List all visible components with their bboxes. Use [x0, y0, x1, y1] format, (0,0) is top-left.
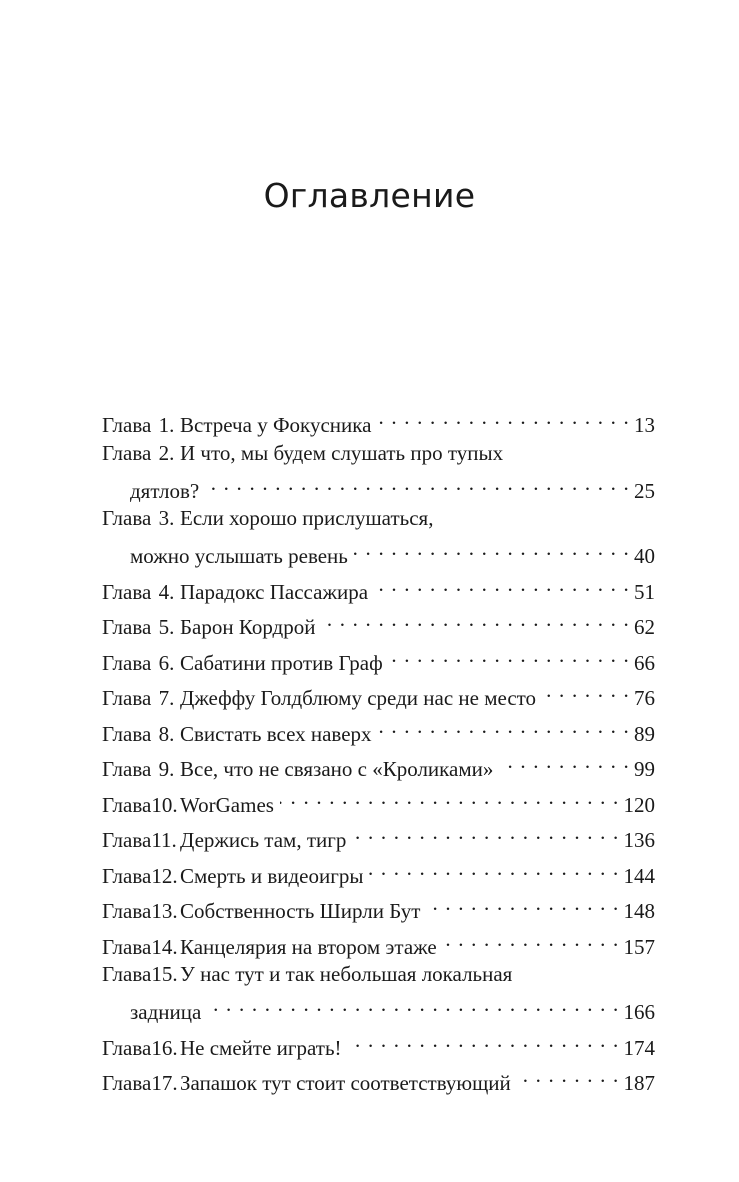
- toc-chapter-word: Глава: [102, 686, 152, 710]
- toc-line: [102, 959, 655, 989]
- toc-chapter-number: 1.: [158, 413, 175, 437]
- toc-chapter-number: 10.: [151, 792, 178, 817]
- toc-entry: [102, 959, 655, 1024]
- toc-entry: [102, 1025, 655, 1060]
- toc-entry: [102, 569, 655, 604]
- toc-chapter-label: [102, 648, 175, 678]
- toc-line: [102, 817, 655, 852]
- toc-chapter-title: Если хорошо прислушаться,: [180, 506, 434, 530]
- toc-chapter-word: Глава: [102, 899, 152, 923]
- toc-page-number: 120: [623, 792, 655, 817]
- toc-entry: [102, 1060, 655, 1095]
- toc-chapter-title: Держись там, тигр: [180, 828, 347, 852]
- toc-chapter-label: [102, 719, 175, 749]
- toc-page-number: 166: [623, 1000, 655, 1024]
- toc-page-number: 51: [634, 579, 655, 604]
- toc-chapter-label: [102, 861, 178, 891]
- toc-dot-leader: [389, 640, 630, 670]
- toc-chapter-number: 3.: [158, 506, 175, 530]
- toc-chapter-title: WorGames: [180, 792, 274, 817]
- page-title: Оглавление: [263, 176, 476, 215]
- toc-entry: [102, 640, 655, 675]
- toc-page-number: 66: [634, 650, 655, 675]
- toc-dot-leader: [205, 468, 630, 498]
- toc-dot-leader: [321, 604, 630, 634]
- toc-line: [102, 604, 655, 639]
- toc-chapter-word: Глава: [102, 934, 152, 959]
- toc-line: [102, 438, 655, 468]
- toc-dot-leader: [542, 675, 630, 705]
- toc-chapter-label: [102, 503, 175, 533]
- toc-chapter-word: Глава: [102, 506, 152, 530]
- toc-chapter-number: 2.: [158, 440, 175, 465]
- toc-chapter-word: Глава: [102, 615, 152, 639]
- toc-chapter-label: [102, 410, 175, 440]
- toc-page-number: 62: [634, 615, 655, 639]
- toc-chapter-title: У нас тут и так небольшая локальная: [180, 962, 513, 986]
- toc-line: [102, 640, 655, 675]
- toc-entry: [102, 924, 655, 959]
- toc-dot-leader: [348, 1025, 620, 1055]
- toc-chapter-label: [102, 612, 175, 642]
- toc-dot-leader: [378, 711, 630, 741]
- toc-line: [102, 924, 655, 959]
- toc-dot-leader: [517, 1060, 620, 1090]
- toc-chapter-title: Свистать всех наверх: [180, 721, 372, 746]
- toc-page-number: 99: [634, 757, 655, 781]
- toc-page-number: 144: [623, 863, 655, 888]
- toc-line-continued: [102, 989, 655, 1024]
- toc-dot-leader: [280, 782, 620, 812]
- toc-page-number: 76: [634, 686, 655, 710]
- toc-dot-leader: [443, 924, 620, 954]
- toc-line-continued: [102, 468, 655, 503]
- toc-chapter-title: Все, что не связано с «Кроликами»: [180, 757, 494, 781]
- toc-line: [102, 675, 655, 710]
- toc-page-number: 40: [634, 544, 655, 568]
- toc-entry: [102, 675, 655, 710]
- toc-dot-leader: [354, 533, 630, 563]
- toc-line: [102, 853, 655, 888]
- toc-line: [102, 503, 655, 533]
- toc-dot-leader: [499, 746, 630, 776]
- toc-chapter-title-continued: задница: [130, 1000, 202, 1024]
- toc-chapter-number: 12.: [151, 863, 178, 888]
- toc-chapter-title: Сабатини против Граф: [180, 650, 383, 675]
- toc-line: [102, 569, 655, 604]
- toc-chapter-word: Глава: [102, 1035, 152, 1060]
- toc-chapter-label: [102, 438, 175, 468]
- toc-chapter-number: 7.: [158, 686, 175, 710]
- toc-chapter-label: [102, 932, 178, 962]
- table-of-contents: [102, 402, 655, 1096]
- toc-chapter-number: 16.: [151, 1035, 178, 1060]
- toc-line: [102, 1025, 655, 1060]
- toc-entry: [102, 503, 655, 568]
- toc-entry: [102, 746, 655, 781]
- toc-chapter-title: Парадокс Пассажира: [180, 579, 369, 604]
- toc-chapter-label: [102, 896, 178, 926]
- toc-chapter-word: Глава: [102, 1071, 152, 1095]
- toc-dot-leader: [374, 569, 630, 599]
- toc-page-number: 89: [634, 721, 655, 746]
- toc-dot-leader: [352, 817, 619, 847]
- toc-line: [102, 1060, 655, 1095]
- toc-line: [102, 711, 655, 746]
- toc-page-number: 174: [623, 1035, 655, 1060]
- toc-page-number: 187: [623, 1071, 655, 1095]
- toc-chapter-title: Запашок тут стоит соответствующий: [180, 1071, 511, 1095]
- toc-chapter-label: [102, 825, 175, 855]
- toc-chapter-number: 11.: [151, 828, 177, 852]
- toc-chapter-title: Джеффу Голдблюму среди нас не место: [180, 686, 537, 710]
- toc-chapter-label: [102, 790, 178, 820]
- toc-chapter-label: [102, 683, 175, 713]
- toc-chapter-word: Глава: [102, 413, 152, 437]
- toc-line: [102, 888, 655, 923]
- toc-chapter-title: Смерть и видеоигры: [180, 863, 364, 888]
- toc-chapter-label: [102, 754, 175, 784]
- toc-chapter-title: Канцелярия на втором этаже: [180, 934, 437, 959]
- toc-chapter-title-continued: можно услышать ревень: [130, 544, 348, 568]
- toc-dot-leader: [207, 989, 619, 1019]
- toc-page-number: 25: [634, 478, 655, 503]
- toc-dot-leader: [377, 402, 630, 432]
- toc-chapter-number: 15.: [151, 962, 178, 986]
- toc-entry: [102, 711, 655, 746]
- toc-chapter-number: 6.: [158, 650, 175, 675]
- toc-chapter-label: [102, 959, 178, 989]
- toc-chapter-number: 4.: [158, 579, 175, 604]
- toc-dot-leader: [426, 888, 619, 918]
- toc-chapter-title: И что, мы будем слушать про тупых: [180, 440, 504, 465]
- toc-chapter-word: Глава: [102, 792, 152, 817]
- toc-chapter-title: Встреча у Фокусника: [180, 413, 372, 437]
- toc-page-number: 136: [623, 828, 655, 852]
- toc-chapter-number: 5.: [158, 615, 175, 639]
- toc-chapter-number: 8.: [158, 721, 175, 746]
- toc-entry: [102, 402, 655, 437]
- toc-entry: [102, 782, 655, 817]
- toc-chapter-word: Глава: [102, 828, 152, 852]
- toc-chapter-label: [102, 1033, 178, 1063]
- toc-chapter-number: 13.: [151, 899, 178, 923]
- toc-chapter-word: Глава: [102, 962, 152, 986]
- toc-chapter-title-continued: дятлов?: [130, 478, 200, 503]
- toc-entry: [102, 438, 655, 503]
- toc-chapter-word: Глава: [102, 650, 152, 675]
- toc-chapter-number: 9.: [158, 757, 175, 781]
- toc-chapter-word: Глава: [102, 579, 152, 604]
- toc-entry: [102, 604, 655, 639]
- toc-chapter-label: [102, 1068, 178, 1098]
- toc-entry: [102, 817, 655, 852]
- toc-chapter-word: Глава: [102, 721, 152, 746]
- toc-line: [102, 746, 655, 781]
- toc-chapter-word: Глава: [102, 757, 152, 781]
- toc-page-number: 13: [634, 413, 655, 437]
- toc-chapter-label: [102, 577, 175, 607]
- toc-chapter-title: Не смейте играть!: [180, 1035, 342, 1060]
- toc-line-continued: [102, 533, 655, 568]
- toc-chapter-number: 17.: [151, 1071, 178, 1095]
- toc-page-number: 157: [623, 934, 655, 959]
- toc-entry: [102, 888, 655, 923]
- toc-entry: [102, 853, 655, 888]
- toc-chapter-word: Глава: [102, 863, 152, 888]
- toc-dot-leader: [369, 853, 619, 883]
- toc-page-number: 148: [623, 899, 655, 923]
- toc-chapter-title: Барон Кордрой: [180, 615, 316, 639]
- toc-line: [102, 782, 655, 817]
- toc-line: [102, 402, 655, 437]
- toc-chapter-title: Собственность Ширли Бут: [180, 899, 421, 923]
- toc-chapter-number: 14.: [151, 934, 178, 959]
- toc-chapter-word: Глава: [102, 440, 152, 465]
